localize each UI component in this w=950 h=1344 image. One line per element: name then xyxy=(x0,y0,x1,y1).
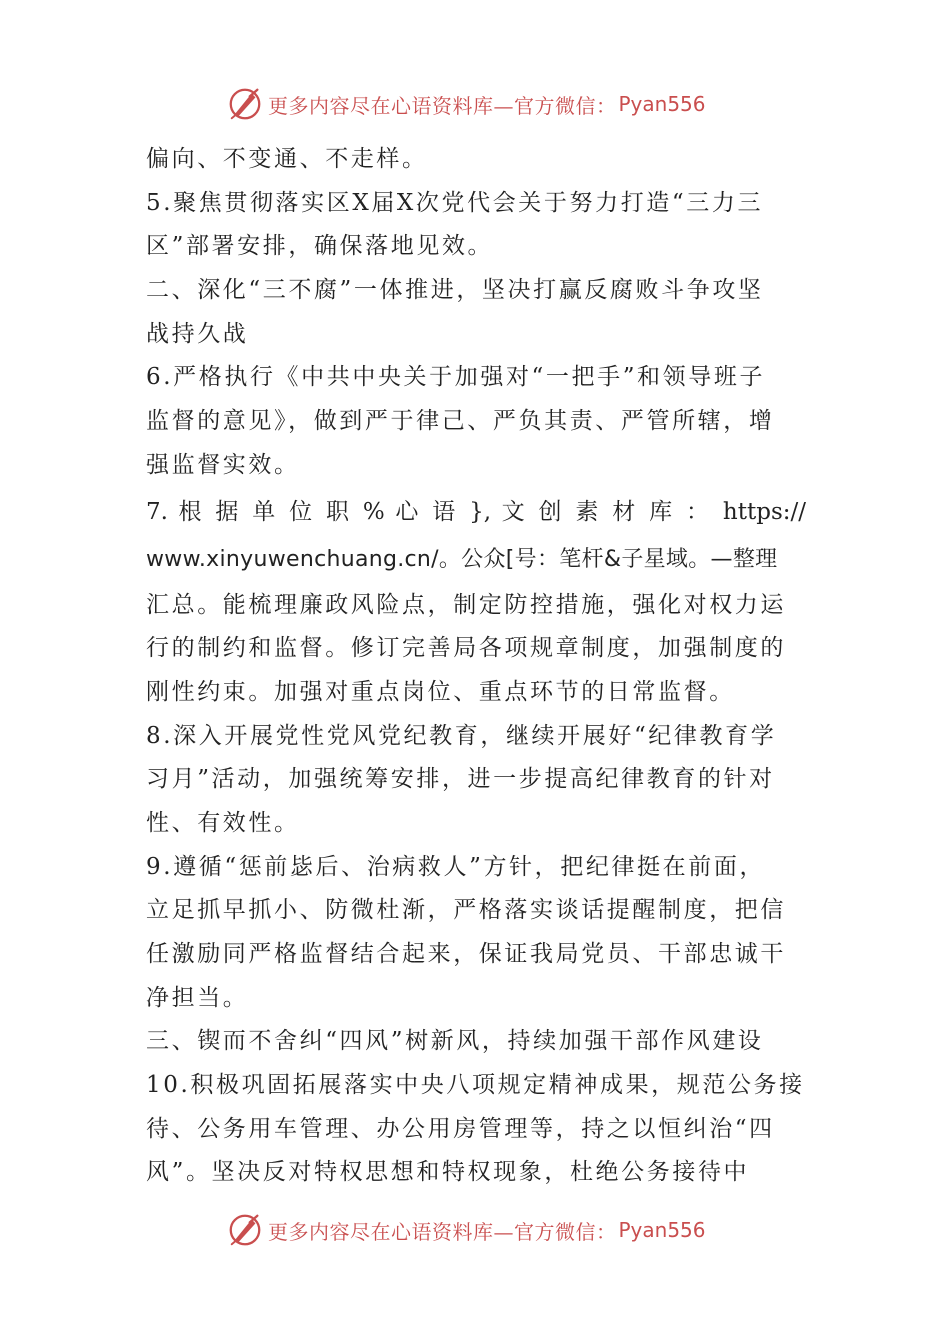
text-line: 8.深入开展党性党风党纪教育，继续开展好“纪律教育学 xyxy=(146,722,777,749)
text-line: 立足抓早抓小、防微杜渐，严格落实谈话提醒制度，把信 xyxy=(146,897,786,924)
text-line: 任激励同严格监督结合起来，保证我局党员、干部忠诚干 xyxy=(146,941,786,967)
text-line: 习月”活动，加强统筹安排，进一步提高纪律教育的针对 xyxy=(146,766,775,793)
text-line: 汇总。能梳理廉政风险点，制定防控措施，强化对权力运 xyxy=(146,591,786,618)
quill-logo-icon xyxy=(226,85,264,123)
text-line: 风”。坚决反对特权思想和特权现象，杜绝公务接待中 xyxy=(146,1159,750,1186)
text-line: 5.聚焦贯彻落实区X届X次党代会关于努力打造“三力三 xyxy=(146,189,764,216)
text-line: 监督的意见》，做到严于律己、严负其责、严管所辖，增 xyxy=(146,408,775,435)
text-line: 6.严格执行《中共中央关于加强对“一把手”和领导班子 xyxy=(146,364,766,391)
text-line: 待、公务用车管理、办公用房管理等，持之以恒纠治“四 xyxy=(146,1115,775,1142)
text-line: 刚性约束。加强对重点岗位、重点环节的日常监督。 xyxy=(146,678,735,705)
text-line: 三、锲而不舍纠“四风”树新风，持续加强干部作风建设 xyxy=(146,1028,764,1055)
text-line: 区”部署安排，确保落地见效。 xyxy=(146,233,494,260)
banner-text: 更多内容尽在心语资料库—官方微信： xyxy=(268,1219,617,1244)
text-line: www.xinyuwenchuang.cn/。公众[号：笔杆&子星域。—整理 xyxy=(146,546,778,572)
text-line: 行的制约和监督。修订完善局各项规章制度，加强制度的 xyxy=(146,635,786,662)
document-body xyxy=(146,138,806,1195)
banner-wechat-id: Pyan556 xyxy=(618,1218,706,1242)
text-line: 净担当。 xyxy=(146,984,249,1011)
banner-text: 更多内容尽在心语资料库—官方微信： xyxy=(268,93,617,118)
text-line: 性、有效性。 xyxy=(146,809,300,836)
text-line: 战持久战 xyxy=(146,320,249,347)
banner-wechat-id: Pyan556 xyxy=(618,92,706,116)
text-line: 强监督实效。 xyxy=(146,451,300,478)
text-line: 10.积极巩固拓展落实中央八项规定精神成果，规范公务接 xyxy=(146,1072,805,1099)
text-line: 偏向、不变通、不走样。 xyxy=(146,146,428,172)
text-line: 7. 根 据 单 位 职 % 心 语 }, 文 创 素 材 库 ： https:// xyxy=(146,498,806,525)
header-watermark-banner xyxy=(226,84,746,124)
text-line: 二、深化“三不腐”一体推进，坚决打赢反腐败斗争攻坚 xyxy=(146,277,764,304)
text-line: 9.遵循“惩前毖后、治病救人”方针，把纪律挺在前面， xyxy=(146,853,766,880)
quill-logo-icon xyxy=(226,1211,264,1249)
footer-watermark-banner xyxy=(226,1210,746,1250)
